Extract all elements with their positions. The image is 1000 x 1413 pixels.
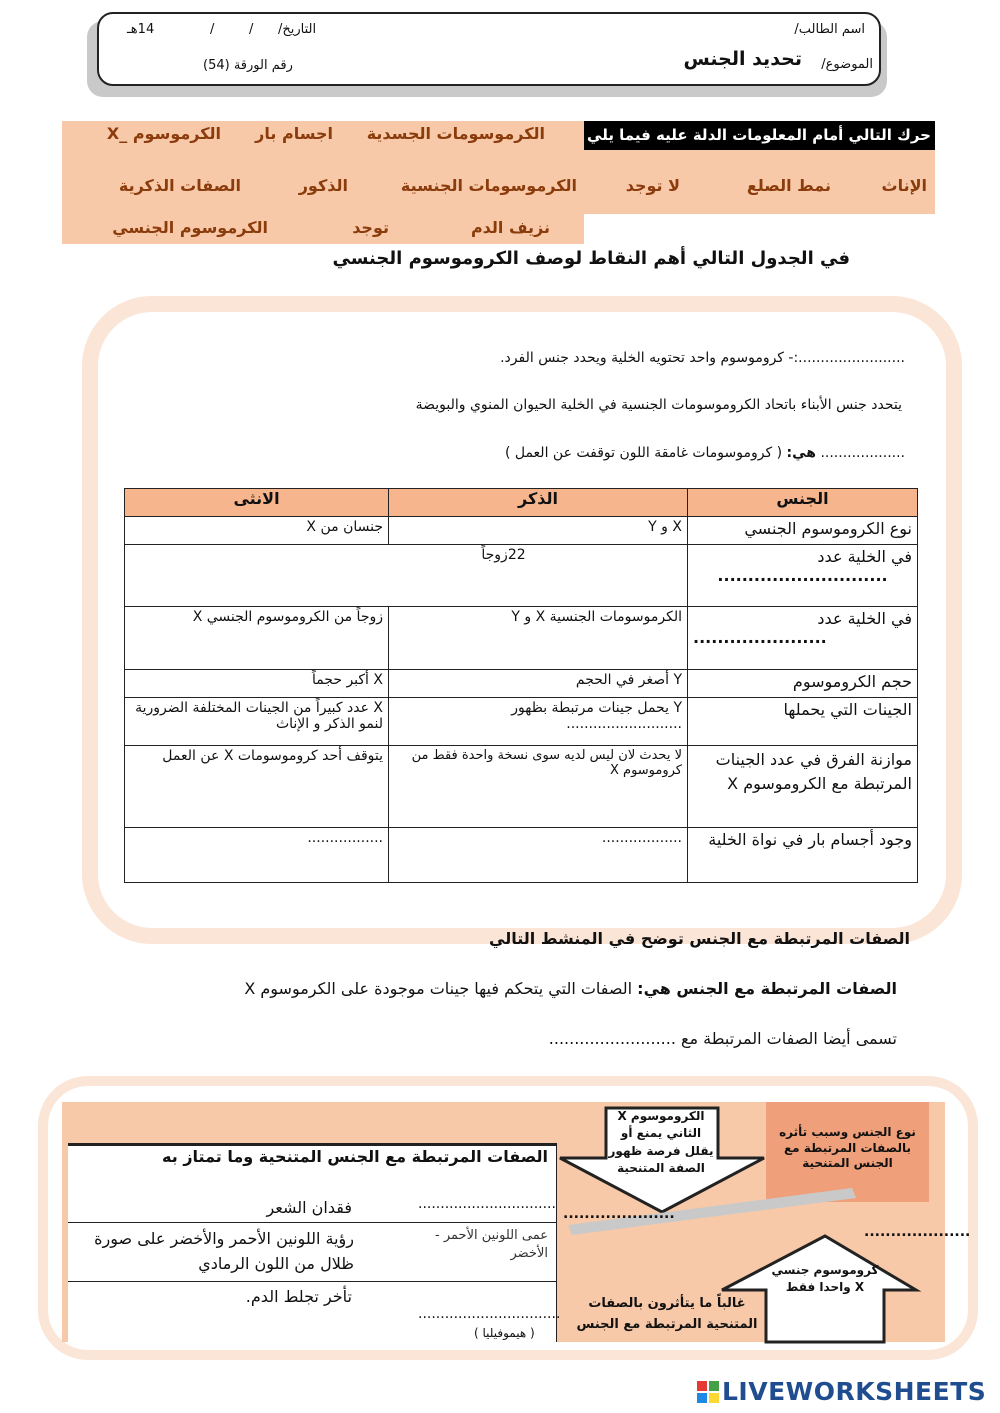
- date-separator: /: [249, 22, 254, 37]
- trait-name: عمى اللونين الأحمر - الأخضر: [435, 1228, 548, 1262]
- word-chip[interactable]: الكرموسومات الجسدية: [366, 124, 545, 143]
- definition-text: الصفات التي يتحكم فيها جينات موجودة على الكرموسوم X: [244, 979, 633, 998]
- table-cell: Y أصغر في الحجم: [389, 670, 688, 698]
- answer-blank[interactable]: ...................: [820, 445, 905, 461]
- answer-blank[interactable]: ..................: [389, 828, 688, 883]
- answer-blank[interactable]: ............................: [717, 566, 888, 585]
- down-arrow-label: الكروموسوم X الثاني يمنع أو يقلل فرصة ظهور الصفة المتنحية: [608, 1109, 714, 1176]
- traits-title: الصفات المرتبطة مع الجنس المتنحية وما تمتاز به: [162, 1147, 548, 1166]
- subject-label: الموضوع/: [821, 57, 873, 72]
- statement-keyword: هي:: [786, 445, 816, 461]
- table-cell: زوجاً من الكروموسوم الجنسي X: [125, 607, 389, 670]
- definition-term: الصفات المرتبطة مع الجنس هي:: [637, 979, 897, 998]
- answer-blank[interactable]: ................................: [418, 1306, 561, 1322]
- word-chip[interactable]: لا توجد: [625, 176, 680, 195]
- section-title: الصفات المرتبطة مع الجنس توضح في المنشط التالي: [489, 929, 910, 948]
- table-cell: الكرموسومات الجنسية X و Y: [389, 607, 688, 670]
- row-label: نوع الكروموسوم الجنسي: [688, 517, 918, 545]
- word-chip[interactable]: الكرموسومات الجنسية: [400, 176, 577, 195]
- liveworksheets-logo-icon: [697, 1381, 719, 1403]
- date-separator: /: [210, 22, 215, 37]
- table-cell: Y يحمل جينات مرتبطة بظهور ..........................: [389, 698, 688, 746]
- row-label: في الخلية عدد ............................: [688, 545, 918, 607]
- word-chip[interactable]: الذكور: [298, 176, 348, 195]
- answer-blank[interactable]: ...............................: [418, 1196, 556, 1212]
- word-bank-instruction: حرك التالي أمام المعلومات الدلة عليه فيما يلي: [584, 121, 935, 150]
- table-header: الانثى: [125, 489, 389, 517]
- trait-feature: رؤية اللونين الأحمر والأخضر على صورة ظلال من اللون الرمادي: [94, 1229, 354, 1273]
- sex-type-label: نوع الجنس وسبب تأثره بالصفات المرتبطة مع الجنس المتنحية: [779, 1125, 916, 1171]
- logo-square: [709, 1393, 719, 1403]
- section-title: في الجدول التالي أهم النقاط لوصف الكروموسوم الجنسي: [332, 248, 850, 269]
- row-label: حجم الكروموسوم: [688, 670, 918, 698]
- word-chip[interactable]: الإناث: [881, 176, 927, 195]
- table-cell: X أكبر حجماً: [125, 670, 389, 698]
- answer-blank[interactable]: ....................: [864, 1224, 971, 1240]
- up-arrow-label: كروموسوم جنسي X واحدا فقط: [771, 1263, 879, 1295]
- answer-blank[interactable]: .....................: [563, 1206, 675, 1222]
- word-chip[interactable]: نزيف الدم: [470, 218, 550, 237]
- also-called-line[interactable]: تسمى أيضا الصفات المرتبطة مع .........................: [548, 1029, 897, 1048]
- table-cell: جنسان من X: [125, 517, 389, 545]
- divider: [68, 1143, 556, 1146]
- answer-blank[interactable]: ..........................: [566, 716, 682, 732]
- divider: [68, 1222, 556, 1223]
- trait-feature: فقدان الشعر: [266, 1198, 352, 1217]
- table-cell: 22زوجاً: [125, 545, 688, 607]
- statement-line: ........................:- كروموسوم واحد تحتويه الخلية ويحدد جنس الفرد.: [500, 350, 905, 366]
- row-label: موازنة الفرق في عدد الجينات المرتبطة مع الكروموسوم X: [688, 746, 918, 828]
- divider: [68, 1281, 556, 1282]
- brand-wordmark[interactable]: LIVEWORKSHEETS: [722, 1377, 987, 1406]
- row-label: وجود أجسام بار في نواة الخلية: [688, 828, 918, 883]
- trait-note: ( هيموفيليا ): [474, 1326, 535, 1340]
- word-chip[interactable]: الكرموسوم الجنسي: [112, 218, 268, 237]
- answer-blank[interactable]: .................: [125, 828, 389, 883]
- word-chip[interactable]: الصفات الذكرية: [118, 176, 241, 195]
- logo-square: [697, 1393, 707, 1403]
- logo-square: [697, 1381, 707, 1391]
- table-cell: X عدد كبيراً من الجينات المختلفة الضرورية لنمو الذكر و الإناث: [125, 698, 389, 746]
- year-field: 14هـ: [127, 22, 155, 37]
- word-chip[interactable]: الكرموسوم _X: [106, 124, 221, 143]
- table-header: الذكر: [389, 489, 688, 517]
- date-label: التاريخ/: [278, 22, 317, 37]
- table-cell: يتوقف أحد كروموسومات X عن العمل: [125, 746, 389, 828]
- answer-blank[interactable]: ......................: [693, 628, 827, 647]
- table-header: الجنس: [688, 489, 918, 517]
- word-chip[interactable]: اجسام بار: [255, 124, 333, 143]
- statement-text: ( كروموسومات غامقة اللون توقفت عن العمل ): [504, 445, 783, 461]
- word-chip[interactable]: نمط الصلع: [746, 176, 831, 195]
- table-cell: لا يحدث لان ليس لديه سوى نسخة واحدة فقط من كروموسوم X: [389, 746, 688, 828]
- student-name-label: اسم الطالب/: [794, 22, 865, 37]
- recessive-note: غالباً ما يتأثرون بالصفات المتنحية المرتبطة مع الجنس: [576, 1296, 758, 1332]
- table-cell: X و Y: [389, 517, 688, 545]
- page-title: تحديد الجنس: [683, 48, 802, 70]
- logo-square: [709, 1381, 719, 1391]
- row-label: الجينات التي يحملها: [688, 698, 918, 746]
- row-label: في الخلية عدد ......................: [688, 607, 918, 670]
- statement-line: يتحدد جنس الأبناء باتحاد الكروموسومات الجنسية في الخلية الحيوان المنوي والبويضة: [415, 397, 902, 413]
- trait-feature: تأخر تجلط الدم.: [245, 1287, 352, 1306]
- sheet-number: رقم الورقة (54): [203, 58, 293, 73]
- word-chip[interactable]: توجد: [352, 218, 389, 237]
